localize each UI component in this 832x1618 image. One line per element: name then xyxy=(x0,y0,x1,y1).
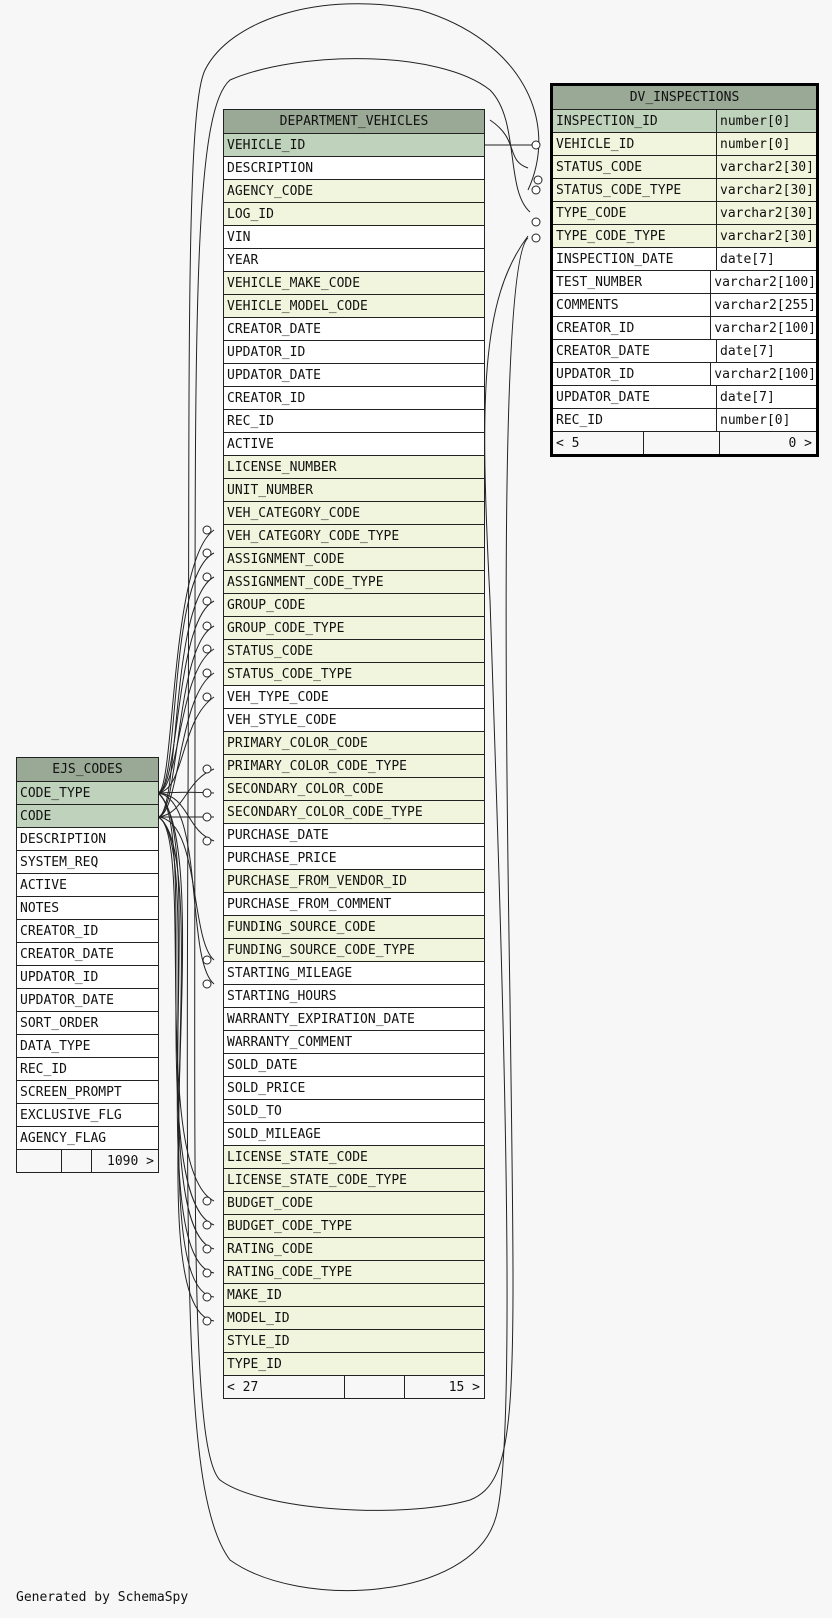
column-name: SOLD_TO xyxy=(227,1103,282,1119)
column-row[interactable] xyxy=(553,339,816,362)
column-row[interactable] xyxy=(224,938,484,961)
column-row[interactable] xyxy=(553,385,816,408)
footer-mid-rows xyxy=(643,432,719,454)
column-type: varchar2[100] xyxy=(710,271,816,293)
column-type: number[0] xyxy=(716,110,816,132)
column-name: STARTING_HOURS xyxy=(227,988,337,1004)
column-name: SOLD_DATE xyxy=(227,1057,298,1073)
column-row[interactable] xyxy=(17,827,158,850)
column-row[interactable] xyxy=(224,984,484,1007)
footer-mid-rows xyxy=(344,1376,404,1398)
column-name: PURCHASE_DATE xyxy=(227,827,329,843)
column-name: SORT_ORDER xyxy=(20,1015,99,1031)
column-row[interactable] xyxy=(224,1099,484,1122)
column-name: SOLD_MILEAGE xyxy=(227,1126,321,1142)
generated-by-label: Generated by SchemaSpy xyxy=(16,1590,189,1605)
column-name: STATUS_CODE_TYPE xyxy=(556,182,682,198)
column-row[interactable] xyxy=(553,132,816,155)
column-row[interactable] xyxy=(224,892,484,915)
column-name: EXCLUSIVE_FLG xyxy=(20,1107,122,1123)
column-name: INSPECTION_ID xyxy=(556,113,658,129)
column-name: ASSIGNMENT_CODE xyxy=(227,551,345,567)
column-name: SOLD_PRICE xyxy=(227,1080,306,1096)
column-row[interactable] xyxy=(553,178,816,201)
column-name: VEHICLE_ID xyxy=(227,137,306,153)
column-row[interactable] xyxy=(553,362,816,385)
column-name: UNIT_NUMBER xyxy=(227,482,314,498)
table-ejs-codes[interactable] xyxy=(16,757,159,1173)
column-type: varchar2[100] xyxy=(710,363,816,385)
column-name: PRIMARY_COLOR_CODE_TYPE xyxy=(227,758,408,774)
column-name: LOG_ID xyxy=(227,206,274,222)
column-row[interactable] xyxy=(17,1057,158,1080)
column-name: AGENCY_CODE xyxy=(227,183,314,199)
column-row[interactable] xyxy=(224,869,484,892)
column-name: ASSIGNMENT_CODE_TYPE xyxy=(227,574,384,590)
column-name: UPDATOR_DATE xyxy=(556,389,650,405)
column-type: number[0] xyxy=(716,409,816,431)
column-type: varchar2[30] xyxy=(716,179,816,201)
footer-left-parents-count[interactable] xyxy=(17,1150,61,1172)
table-dv-inspections[interactable] xyxy=(550,83,819,457)
column-row[interactable] xyxy=(224,340,484,363)
column-type: varchar2[30] xyxy=(716,156,816,178)
column-row[interactable] xyxy=(224,846,484,869)
column-type: varchar2[30] xyxy=(716,202,816,224)
column-row[interactable] xyxy=(224,133,484,156)
column-row[interactable] xyxy=(224,754,484,777)
column-row[interactable] xyxy=(17,896,158,919)
column-row[interactable] xyxy=(17,1080,158,1103)
column-name: SECONDARY_COLOR_CODE xyxy=(227,781,384,797)
column-name: PRIMARY_COLOR_CODE xyxy=(227,735,368,751)
column-row[interactable] xyxy=(224,1007,484,1030)
column-name: MODEL_ID xyxy=(227,1310,290,1326)
column-row[interactable] xyxy=(224,202,484,225)
column-row[interactable] xyxy=(224,409,484,432)
column-row[interactable] xyxy=(17,942,158,965)
column-row[interactable] xyxy=(17,919,158,942)
column-name: VEHICLE_ID xyxy=(556,136,635,152)
column-name: PURCHASE_PRICE xyxy=(227,850,337,866)
column-type: date[7] xyxy=(716,248,816,270)
column-row[interactable] xyxy=(17,850,158,873)
column-row[interactable] xyxy=(224,455,484,478)
column-row[interactable] xyxy=(224,1329,484,1352)
column-row[interactable] xyxy=(224,685,484,708)
column-name: CREATOR_DATE xyxy=(227,321,321,337)
column-row[interactable] xyxy=(224,570,484,593)
column-row[interactable] xyxy=(224,1214,484,1237)
column-row[interactable] xyxy=(224,294,484,317)
column-name: DESCRIPTION xyxy=(227,160,314,176)
column-row[interactable] xyxy=(17,804,158,827)
column-row[interactable] xyxy=(553,247,816,270)
column-name: UPDATOR_ID xyxy=(227,344,306,360)
column-name: REC_ID xyxy=(227,413,274,429)
column-type: date[7] xyxy=(716,340,816,362)
column-name: WARRANTY_COMMENT xyxy=(227,1034,353,1050)
column-name: VEHICLE_MODEL_CODE xyxy=(227,298,368,314)
column-name: LICENSE_NUMBER xyxy=(227,459,337,475)
column-name: UPDATOR_ID xyxy=(556,366,635,382)
column-name: CODE_TYPE xyxy=(20,785,91,801)
column-row[interactable] xyxy=(224,1306,484,1329)
column-name: YEAR xyxy=(227,252,259,268)
column-name: LICENSE_STATE_CODE_TYPE xyxy=(227,1172,408,1188)
column-name: VEH_CATEGORY_CODE xyxy=(227,505,361,521)
column-row[interactable] xyxy=(224,731,484,754)
column-name: DESCRIPTION xyxy=(20,831,107,847)
column-row[interactable] xyxy=(224,662,484,685)
column-row[interactable] xyxy=(224,708,484,731)
column-row[interactable] xyxy=(553,155,816,178)
column-row[interactable] xyxy=(224,639,484,662)
column-name: STARTING_MILEAGE xyxy=(227,965,353,981)
column-name: RATING_CODE xyxy=(227,1241,314,1257)
column-name: TYPE_ID xyxy=(227,1356,282,1372)
table-footer xyxy=(553,431,816,454)
column-name: VEH_CATEGORY_CODE_TYPE xyxy=(227,528,400,544)
column-name: COMMENTS xyxy=(556,297,619,313)
table-header[interactable]: DV_INSPECTIONS xyxy=(553,86,816,109)
column-name: CREATOR_ID xyxy=(20,923,99,939)
column-row[interactable] xyxy=(17,1011,158,1034)
column-name: LICENSE_STATE_CODE xyxy=(227,1149,368,1165)
column-row[interactable] xyxy=(224,432,484,455)
column-name: VIN xyxy=(227,229,251,245)
column-row[interactable] xyxy=(224,248,484,271)
column-row[interactable] xyxy=(224,1191,484,1214)
column-row[interactable] xyxy=(17,1126,158,1149)
column-name: CREATOR_DATE xyxy=(556,343,650,359)
column-name: TEST_NUMBER xyxy=(556,274,643,290)
column-name: FUNDING_SOURCE_CODE xyxy=(227,919,376,935)
column-row[interactable] xyxy=(224,547,484,570)
column-row[interactable] xyxy=(553,201,816,224)
column-row[interactable] xyxy=(224,501,484,524)
table-header[interactable]: EJS_CODES xyxy=(17,758,158,781)
column-row[interactable] xyxy=(17,781,158,804)
column-row[interactable] xyxy=(224,1260,484,1283)
table-header[interactable]: DEPARTMENT_VEHICLES xyxy=(224,110,484,133)
column-name: STATUS_CODE xyxy=(556,159,643,175)
column-row[interactable] xyxy=(224,156,484,179)
column-name: UPDATOR_ID xyxy=(20,969,99,985)
column-name: SCREEN_PROMPT xyxy=(20,1084,122,1100)
column-row[interactable] xyxy=(553,293,816,316)
column-row[interactable] xyxy=(224,823,484,846)
column-name: UPDATOR_DATE xyxy=(20,992,114,1008)
column-name: CREATOR_DATE xyxy=(20,946,114,962)
column-row[interactable] xyxy=(224,524,484,547)
column-row[interactable] xyxy=(553,270,816,293)
column-row[interactable] xyxy=(17,1034,158,1057)
column-row[interactable] xyxy=(553,224,816,247)
column-row[interactable] xyxy=(17,988,158,1011)
column-name: BUDGET_CODE_TYPE xyxy=(227,1218,353,1234)
column-row[interactable] xyxy=(224,1122,484,1145)
column-name: SYSTEM_REQ xyxy=(20,854,99,870)
table-footer xyxy=(224,1375,484,1398)
column-name: STYLE_ID xyxy=(227,1333,290,1349)
column-row[interactable] xyxy=(224,478,484,501)
footer-right-children-count[interactable]: 15 > xyxy=(404,1376,484,1398)
column-name: SECONDARY_COLOR_CODE_TYPE xyxy=(227,804,423,820)
footer-mid-rows xyxy=(61,1150,91,1172)
column-name: CREATOR_ID xyxy=(227,390,306,406)
column-row[interactable] xyxy=(553,408,816,431)
table-footer xyxy=(17,1149,158,1172)
column-row[interactable] xyxy=(224,1145,484,1168)
column-row[interactable] xyxy=(224,1076,484,1099)
column-name: AGENCY_FLAG xyxy=(20,1130,107,1146)
column-row[interactable] xyxy=(224,179,484,202)
column-name: INSPECTION_DATE xyxy=(556,251,674,267)
column-name: CREATOR_ID xyxy=(556,320,635,336)
column-type: number[0] xyxy=(716,133,816,155)
column-type: varchar2[100] xyxy=(710,317,816,339)
column-name: ACTIVE xyxy=(20,877,67,893)
column-name: ACTIVE xyxy=(227,436,274,452)
column-name: FUNDING_SOURCE_CODE_TYPE xyxy=(227,942,415,958)
column-name: VEH_STYLE_CODE xyxy=(227,712,337,728)
column-row[interactable] xyxy=(224,225,484,248)
column-row[interactable] xyxy=(17,1103,158,1126)
footer-left-parents-count[interactable]: < 5 xyxy=(556,435,580,451)
column-row[interactable] xyxy=(224,1168,484,1191)
column-name: PURCHASE_FROM_VENDOR_ID xyxy=(227,873,408,889)
column-row[interactable] xyxy=(224,386,484,409)
column-name: NOTES xyxy=(20,900,60,916)
column-name: WARRANTY_EXPIRATION_DATE xyxy=(227,1011,415,1027)
column-name: CODE xyxy=(20,808,52,824)
column-row[interactable] xyxy=(224,1053,484,1076)
column-row[interactable] xyxy=(553,109,816,132)
column-name: DATA_TYPE xyxy=(20,1038,91,1054)
column-name: UPDATOR_DATE xyxy=(227,367,321,383)
column-row[interactable] xyxy=(224,616,484,639)
column-row[interactable] xyxy=(224,1030,484,1053)
column-type: date[7] xyxy=(716,386,816,408)
column-type: varchar2[30] xyxy=(716,225,816,247)
column-row[interactable] xyxy=(224,1352,484,1375)
column-name: REC_ID xyxy=(20,1061,67,1077)
column-name: GROUP_CODE xyxy=(227,597,306,613)
column-row[interactable] xyxy=(17,965,158,988)
column-name: RATING_CODE_TYPE xyxy=(227,1264,353,1280)
column-row[interactable] xyxy=(17,873,158,896)
column-name: MAKE_ID xyxy=(227,1287,282,1303)
column-type: varchar2[255] xyxy=(710,294,816,316)
column-row[interactable] xyxy=(224,961,484,984)
column-name: PURCHASE_FROM_COMMENT xyxy=(227,896,392,912)
column-name: REC_ID xyxy=(556,412,603,428)
column-name: VEHICLE_MAKE_CODE xyxy=(227,275,361,291)
column-row[interactable] xyxy=(224,271,484,294)
column-name: STATUS_CODE xyxy=(227,643,314,659)
column-row[interactable] xyxy=(224,593,484,616)
column-row[interactable] xyxy=(224,317,484,340)
column-name: GROUP_CODE_TYPE xyxy=(227,620,345,636)
column-row[interactable] xyxy=(224,363,484,386)
column-name: TYPE_CODE xyxy=(556,205,627,221)
column-name: TYPE_CODE_TYPE xyxy=(556,228,666,244)
column-name: BUDGET_CODE xyxy=(227,1195,314,1211)
column-name: VEH_TYPE_CODE xyxy=(227,689,329,705)
column-name: STATUS_CODE_TYPE xyxy=(227,666,353,682)
column-row[interactable] xyxy=(224,800,484,823)
column-row[interactable] xyxy=(224,1237,484,1260)
column-row[interactable] xyxy=(224,1283,484,1306)
footer-right-children-count[interactable]: 1090 > xyxy=(91,1150,158,1172)
column-row[interactable] xyxy=(553,316,816,339)
table-department-vehicles[interactable] xyxy=(223,109,485,1399)
footer-left-parents-count[interactable]: < 27 xyxy=(227,1379,259,1395)
column-row[interactable] xyxy=(224,915,484,938)
column-row[interactable] xyxy=(224,777,484,800)
footer-right-children-count[interactable]: 0 > xyxy=(719,432,816,454)
